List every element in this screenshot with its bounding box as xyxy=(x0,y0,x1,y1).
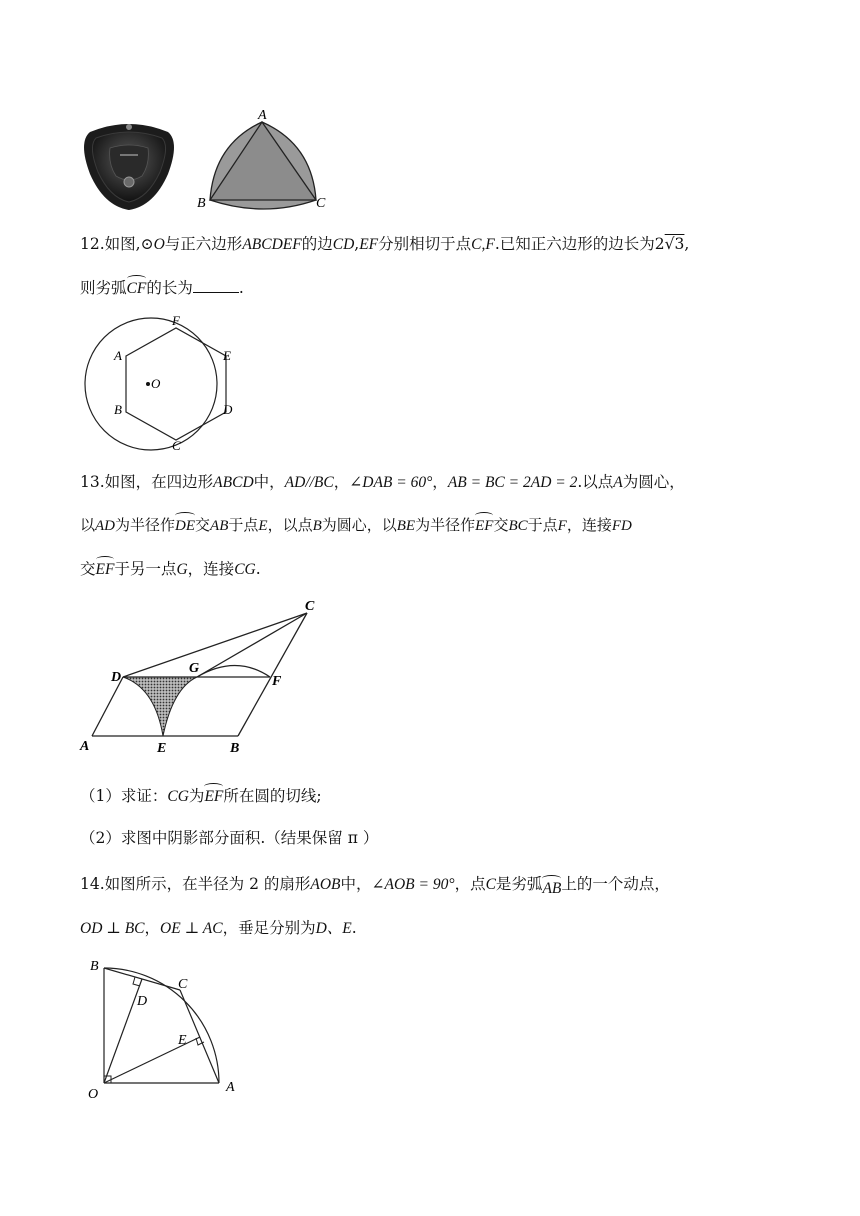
q14-line2: OD ⊥ BC，OE ⊥ AC，垂足分别为D、E. xyxy=(80,919,357,937)
label-C: C xyxy=(305,599,315,614)
label-E: E xyxy=(178,1033,187,1048)
q13-line1: 13.如图，在四边形ABCD中，AD//BC，∠DAB = 60°，AB = BC = 2AD = 2.以点A为圆心， xyxy=(80,473,685,491)
q13-line2: 以AD为半径作DE交AB于点E，以点B为圆心，以BE为半径作EF交BC于点F，连接FD xyxy=(80,516,632,534)
q12-number: 12. xyxy=(80,235,105,253)
label-D: D xyxy=(111,670,122,685)
arc-EF-3: EF xyxy=(204,788,224,805)
label-B: B xyxy=(197,196,206,211)
label-D: D xyxy=(223,402,233,417)
label-D: D xyxy=(137,994,148,1009)
label-G: G xyxy=(189,661,200,676)
label-C: C xyxy=(172,438,181,453)
arc-EF: EF xyxy=(475,518,494,534)
label-B: B xyxy=(230,741,240,756)
label-B: B xyxy=(90,959,99,974)
robot-vacuum-image xyxy=(80,118,178,214)
label-E: E xyxy=(157,741,167,756)
arc-EF-2: EF xyxy=(95,561,115,578)
q14-line1: 14.如图所示，在半径为 2 的扇形AOB中，∠AOB = 90°，点C是劣弧AB上的一个动点， xyxy=(80,875,670,897)
label-A: A xyxy=(80,739,90,754)
q14-figure xyxy=(80,950,250,1108)
label-O: O xyxy=(151,376,161,391)
arc-CF: CF xyxy=(126,280,147,297)
label-E: E xyxy=(223,348,231,363)
answer-blank xyxy=(193,278,239,293)
label-B: B xyxy=(114,402,122,417)
sqrt-3: √3 xyxy=(664,235,685,253)
q14-number: 14. xyxy=(80,875,105,893)
label-F: F xyxy=(272,674,282,689)
label-F: F xyxy=(172,313,180,328)
q13-sub2: （2）求图中阴影部分面积.（结果保留 π ） xyxy=(80,829,379,847)
q12-line2: 则劣弧CF的长为 . xyxy=(80,279,244,297)
q13-sub1: （1）求证：CG为EF所在圆的切线; xyxy=(80,787,322,805)
label-A: A xyxy=(226,1080,235,1095)
label-C: C xyxy=(178,977,188,992)
reuleaux-triangle-figure xyxy=(190,104,340,216)
arc-AB: AB xyxy=(542,880,562,897)
q13-figure xyxy=(78,596,328,758)
label-C: C xyxy=(316,196,326,211)
q12-line1: 12.如图,⊙O与正六边形ABCDEF的边CD,EF分别相切于点C,F.已知正六边形的边长为2√3, xyxy=(80,235,690,253)
label-A: A xyxy=(258,108,267,123)
q13-line3: 交EF于另一点G，连接CG. xyxy=(80,560,261,578)
q12-figure xyxy=(80,312,250,454)
q13-number: 13. xyxy=(80,473,105,491)
arc-DE: DE xyxy=(175,518,196,534)
label-O: O xyxy=(88,1087,99,1102)
label-A: A xyxy=(114,348,122,363)
circle-symbol: ⊙ xyxy=(140,235,154,253)
